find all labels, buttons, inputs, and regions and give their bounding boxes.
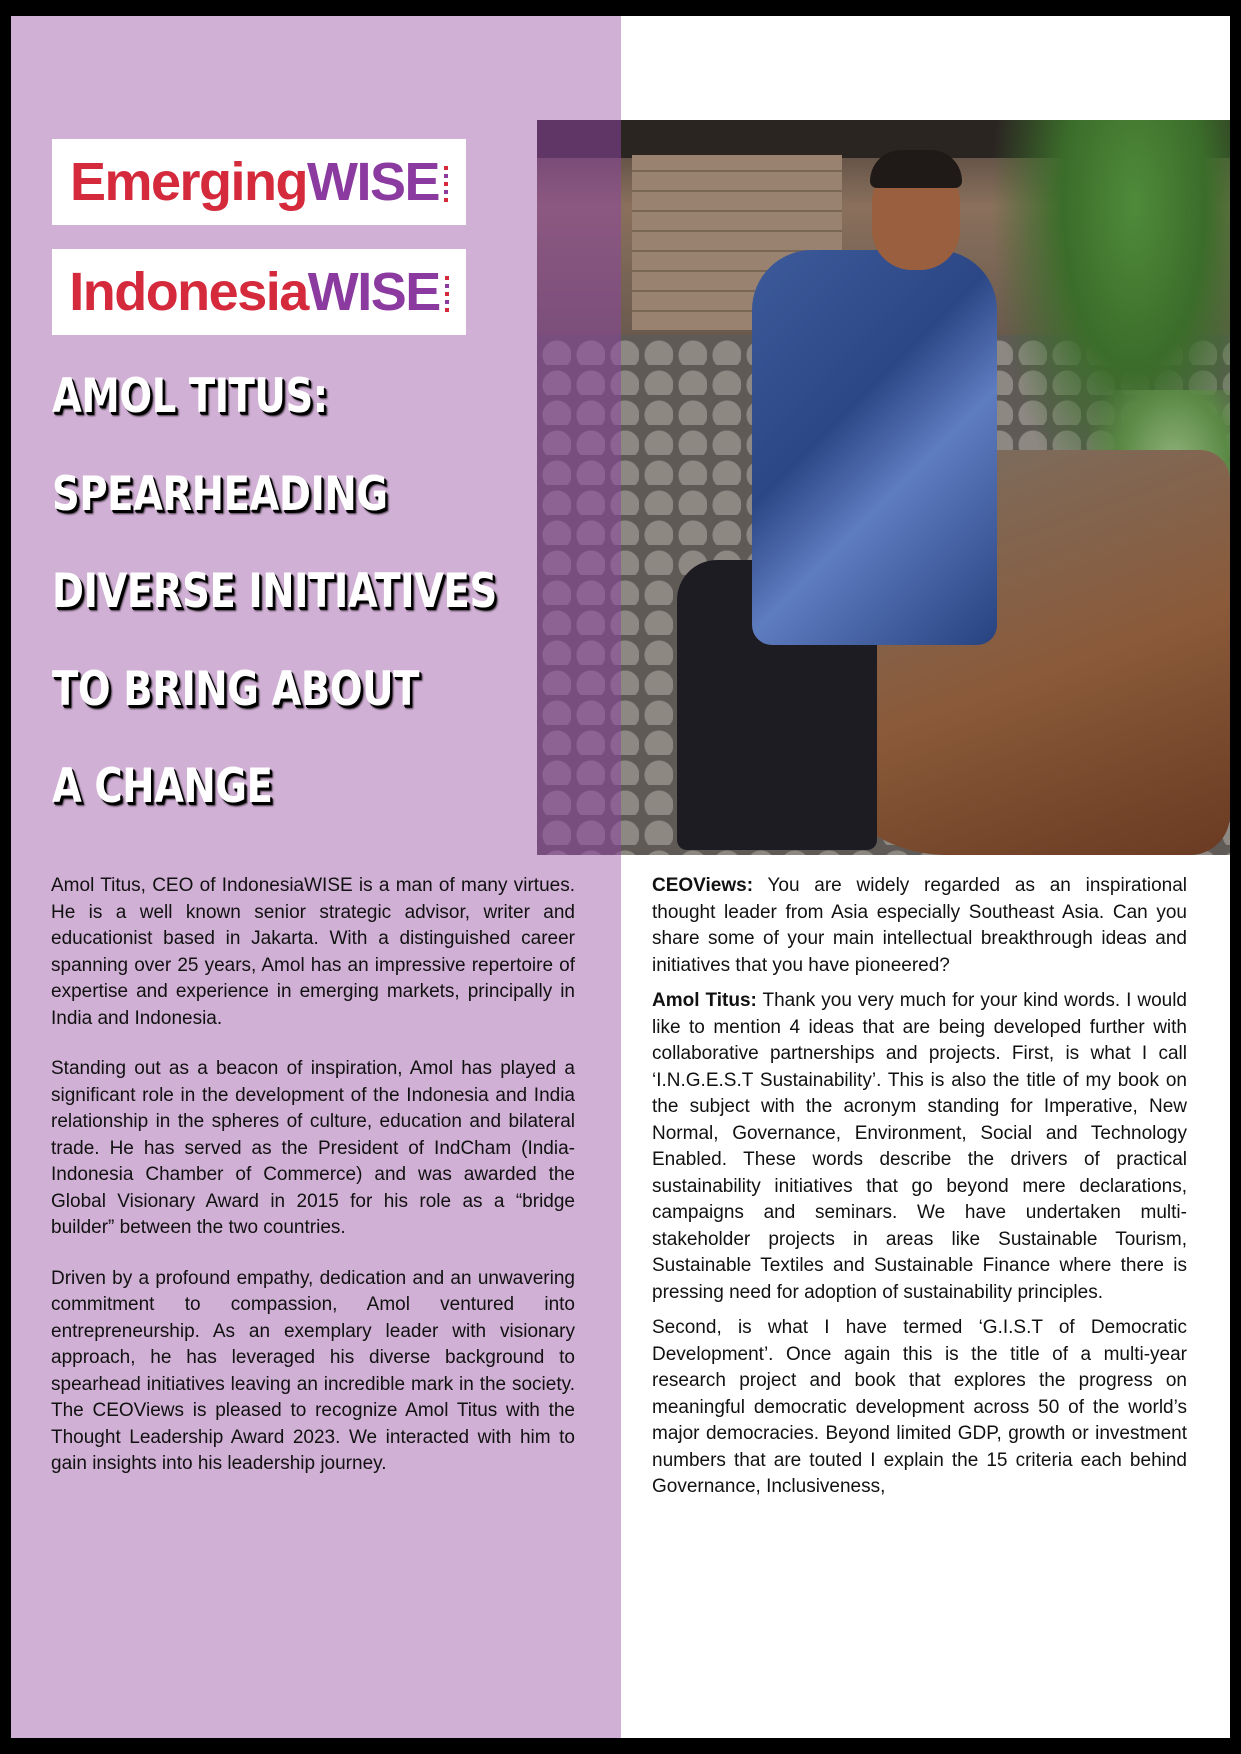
interview-answer bbox=[652, 988, 1187, 1306]
indonesiawise-logo-part1: Indonesia bbox=[69, 262, 308, 322]
emergingwise-logo-part1: Emerging bbox=[69, 152, 308, 212]
photo-purple-overlay bbox=[537, 120, 621, 855]
speaker-label: Amol Titus: bbox=[652, 990, 757, 1011]
logo-dots-icon bbox=[445, 276, 449, 316]
headline-line-2: SPEARHEADING bbox=[52, 466, 388, 522]
headline-line-5: A CHANGE bbox=[52, 759, 273, 814]
emergingwise-logo-part2: WISE bbox=[307, 152, 440, 212]
question-text: You are widely regarded as an inspirational thought leader from Asia especially Southeast Asia. Can you share some of your main intellectual breakthrough ideas and initiatives that you have pioneered? bbox=[652, 875, 1187, 976]
intro-paragraph: Standing out as a beacon of inspiration, Amol has played a significant role in the development of the Indonesia and India relationship in the spheres of culture, education and bilateral trade. He has served as the President of IndCham (India-Indonesia Chamber of Commerce) and was awarded the Global Visionary Award in 2015 for his role as a “bridge builder” between the two countries. bbox=[51, 1058, 575, 1238]
headline-line-4: TO BRING ABOUT bbox=[52, 661, 419, 717]
interview-answer-continued: Second, is what I have termed ‘G.I.S.T of Democratic Development’. Once again this is the title of a multi-year research project and book that explores the progress on meaningful democratic development across 50 of the world’s major democracies. Beyond limited GDP, growth or investment numbers that are touted I explain the 15 criteria each behind Governance, Inclusiveness, bbox=[652, 1317, 1187, 1497]
emergingwise-logo bbox=[52, 139, 466, 225]
indonesiawise-logo-part2: WISE bbox=[307, 262, 440, 322]
portrait-photo bbox=[537, 120, 1230, 855]
indonesiawise-logo bbox=[52, 249, 466, 335]
logo-dots-icon bbox=[444, 166, 448, 206]
intro-paragraph: Driven by a profound empathy, dedication and an unwavering commitment to compassion, Amol ventured into entrepreneurship. As an exemplary leader with visionary approach, he has leveraged his diverse background to spearhead initiatives leaving an incredible mark in the society. The CEOViews is pleased to recognize Amol Titus with the Thought Leadership Award 2023. We interacted with him to gain insights into his leadership journey. bbox=[51, 1267, 575, 1474]
speaker-label: CEOViews: bbox=[652, 875, 754, 896]
intro-column bbox=[51, 873, 575, 1502]
article-headline bbox=[52, 368, 572, 856]
answer-text: Thank you very much for your kind words. I would like to mention 4 ideas that are being developed further with collaborative partnerships and projects. First, is what I call ‘I.N.G.E.S.T Sustainability’. This is also the title of my book on the subject with the acronym standing for Imperative, New Normal, Governance, Environment, Social and Technology Enabled. These words describe the drivers of practical sustainability initiatives that go beyond mere declarations, campaigns and seminars. We have undertaken multi-stakeholder projects in areas like Sustainable Tourism, Sustainable Textiles and Sustainable Finance where there is pressing need for adoption of sustainability principles. bbox=[652, 990, 1187, 1303]
headline-line-3: DIVERSE INITIATIVES bbox=[52, 564, 497, 619]
person-batik-shirt bbox=[752, 250, 997, 645]
headline-line-1: AMOL TITUS: bbox=[52, 369, 328, 424]
interview-column bbox=[652, 873, 1187, 1510]
intro-paragraph: Amol Titus, CEO of IndonesiaWISE is a man of many virtues. He is a well known senior strategic advisor, writer and educationist based in Jakarta. With a distinguished career spanning over 25 years, Amol has an impressive repertoire of expertise and experience in emerging markets, principally in India and Indonesia. bbox=[51, 875, 575, 1029]
interview-question bbox=[652, 873, 1187, 979]
magazine-page bbox=[11, 16, 1230, 1738]
